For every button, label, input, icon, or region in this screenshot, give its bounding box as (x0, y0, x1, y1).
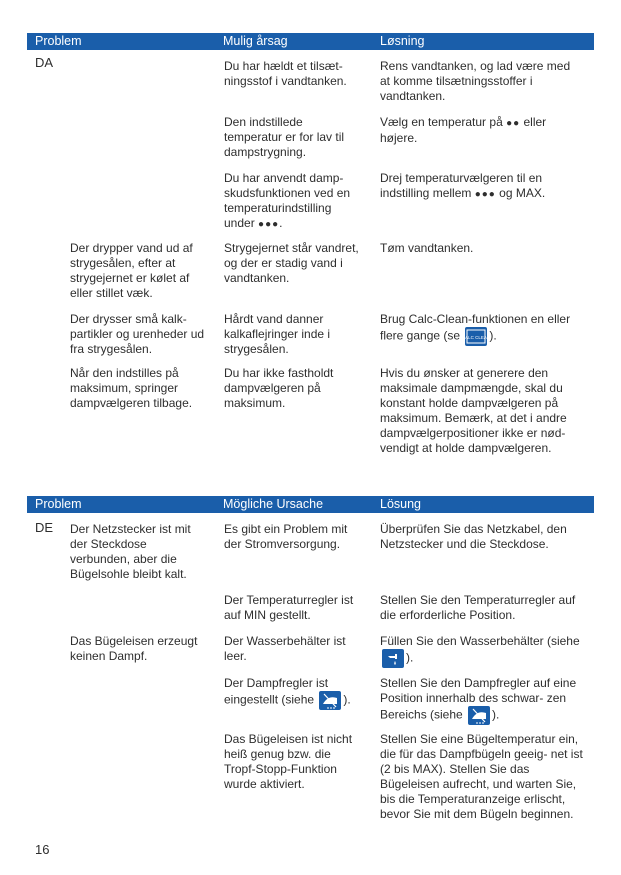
solution-text: Füllen Sie den Wasserbehälter (siehe ). (380, 634, 580, 668)
cause-text: Du har anvendt damp- skudsfunktionen ved en temperaturindstilling under ●●●. (224, 171, 351, 230)
cause-text: Der Dampfregler ist eingestellt (siehe ). (224, 676, 364, 710)
solution-text: Hvis du ønsker at generere den maksimale dampmængde, skal du konstant holde dampvælgeren på maksimum. Bemærk, at det i andre dampvælgerpositioner ikke er nød- vendigt at holde dampvælgeren. (380, 366, 567, 455)
cause-text: Der Temperaturregler ist auf MIN gestellt. (224, 593, 354, 622)
problem-text: Der drypper vand ud af strygesålen, efter at strygejernet er kølet af eller stillet væk. (70, 241, 193, 300)
page-number: 16 (35, 842, 50, 857)
cause-text: Der Wasserbehälter ist leer. (224, 634, 346, 663)
solution-text: Rens vandtanken, og lad være med at komme tilsætningsstoffer i vandtanken. (380, 59, 571, 103)
table-header-da (27, 33, 594, 50)
temperature-dots-icon: ●● (506, 118, 521, 129)
solution-text: Tøm vandtanken. (380, 241, 474, 255)
solution-text: Drej temperaturvælgeren til en indstilling mellem ●●● og MAX. (380, 171, 546, 200)
solution-text: Brug Calc-Clean-funktionen en eller flere gange (se CALC CLEAN ). (380, 312, 592, 346)
cause-text: Es gibt ein Problem mit der Stromversorgung. (224, 522, 348, 551)
cause-text: Den indstillede temperatur er for lav til dampstrygning. (224, 115, 345, 159)
cause-text: Du har ikke fastholdt dampvælgeren på maksimum. (224, 366, 334, 410)
header-solution: Løsning (380, 34, 425, 48)
cause-text: Du har hældt et tilsæt- ningsstof i vandtanken. (224, 59, 347, 88)
language-code: DA (35, 55, 54, 70)
header-cause: Mulig årsag (223, 34, 288, 48)
calc-clean-icon (462, 327, 491, 346)
header-problem: Problem (35, 497, 82, 511)
calc-clean-label: CALC CLEAN (462, 335, 491, 340)
solution-text: Stellen Sie den Dampfregler auf eine Position innerhalb des schwar- zen Bereichs (siehe ). (380, 676, 592, 725)
solution-text: Überprüfen Sie das Netzkabel, den Netzstecker und die Steckdose. (380, 522, 567, 551)
steam-off-icon (468, 706, 490, 725)
table-header-de (27, 496, 594, 513)
temperature-dots-icon: ●●● (474, 189, 496, 200)
header-cause: Mögliche Ursache (223, 497, 324, 511)
steam-off-icon (319, 691, 341, 710)
water-tap-icon (382, 649, 404, 668)
solution-text: Stellen Sie eine Bügeltemperatur ein, die für das Dampfbügeln geeig- net ist (2 bis MAX). Stellen Sie das Bügeleisen aufrecht, und warten Sie, bis die Temperaturanzeige erlischt, bevor Sie mit dem Bügeln beginnen. (380, 732, 583, 821)
problem-text: Der Netzstecker ist mit der Steckdose verbunden, aber die Bügelsohle bleibt kalt. (70, 522, 191, 581)
cause-text: Strygejernet står vandret, og der er stadig vand i vandtanken. (224, 241, 359, 285)
cause-text: Hårdt vand danner kalkaflejringer inde i strygesålen. (224, 312, 331, 356)
problem-text: Das Bügeleisen erzeugt keinen Dampf. (70, 634, 198, 663)
solution-text: Stellen Sie den Temperaturregler auf die erforderliche Position. (380, 593, 576, 622)
problem-text: Når den indstilles på maksimum, springer dampvælgeren tilbage. (70, 366, 193, 410)
header-problem: Problem (35, 34, 82, 48)
problem-text: Der drysser små kalk- partikler og urenheder ud fra strygesålen. (70, 312, 205, 356)
cause-text: Das Bügeleisen ist nicht heiß genug bzw. die Tropf-Stopp-Funktion wurde aktiviert. (224, 732, 353, 791)
header-solution: Lösung (380, 497, 422, 511)
solution-text: Vælg en temperatur på ●● eller højere. (380, 115, 547, 145)
language-code: DE (35, 520, 54, 535)
temperature-dots-icon: ●●● (258, 219, 280, 230)
